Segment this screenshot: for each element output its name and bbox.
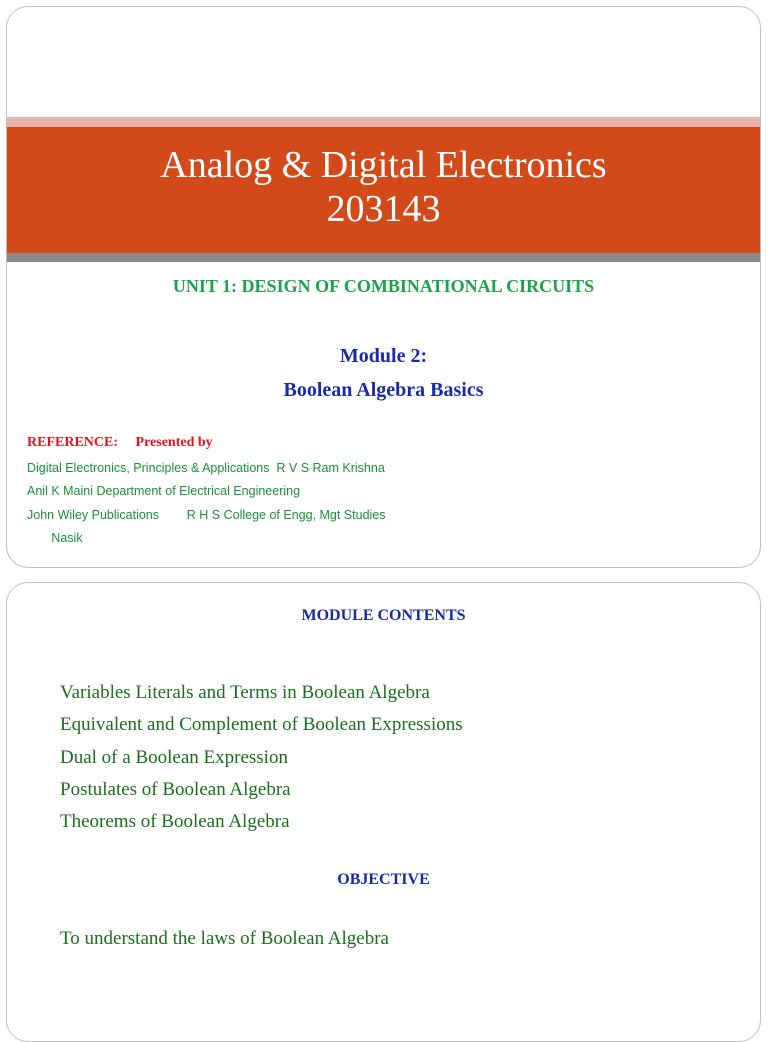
reference-line: Nasik	[27, 530, 83, 545]
unit-heading: UNIT 1: DESIGN OF COMBINATIONAL CIRCUITS	[172, 276, 595, 296]
contents-item: Variables Literals and Terms in Boolean Algebra	[60, 682, 430, 703]
module-contents-list	[60, 677, 463, 838]
reference-line: Anil K Maini Department of Electrical Engineering	[27, 484, 301, 499]
course-title-name: Analog & Digital Electronics	[160, 144, 607, 186]
course-title	[7, 143, 760, 231]
reference-header	[27, 435, 227, 451]
title-slide	[6, 6, 761, 568]
course-code: 203143	[326, 188, 441, 230]
contents-item: Equivalent and Complement of Boolean Expressions	[60, 714, 463, 736]
reference-line: Digital Electronics, Principles & Applications R V S Ram Krishna	[27, 461, 385, 475]
contents-item: Dual of a Boolean Expression	[60, 746, 288, 768]
module-title: Boolean Algebra Basics	[283, 379, 484, 401]
module-heading	[7, 339, 760, 407]
reference-details	[27, 457, 386, 550]
module-contents-heading: MODULE CONTENTS	[301, 607, 466, 624]
module-number: Module 2:	[339, 345, 428, 367]
objective-text: To understand the laws of Boolean Algebra	[60, 928, 389, 949]
reference-line: John Wiley Publications R H S College of Engg, Mgt Studies	[27, 507, 386, 522]
contents-item: Theorems of Boolean Algebra	[60, 811, 290, 833]
contents-item: Postulates of Boolean Algebra	[60, 778, 291, 800]
objective-heading: OBJECTIVE	[337, 871, 430, 888]
title-band-top-stripe	[7, 117, 760, 127]
contents-slide	[6, 582, 761, 1042]
presented-by-label: Presented by	[135, 435, 213, 450]
reference-label: REFERENCE:	[27, 435, 119, 450]
title-band-bottom-stripe	[7, 253, 760, 262]
